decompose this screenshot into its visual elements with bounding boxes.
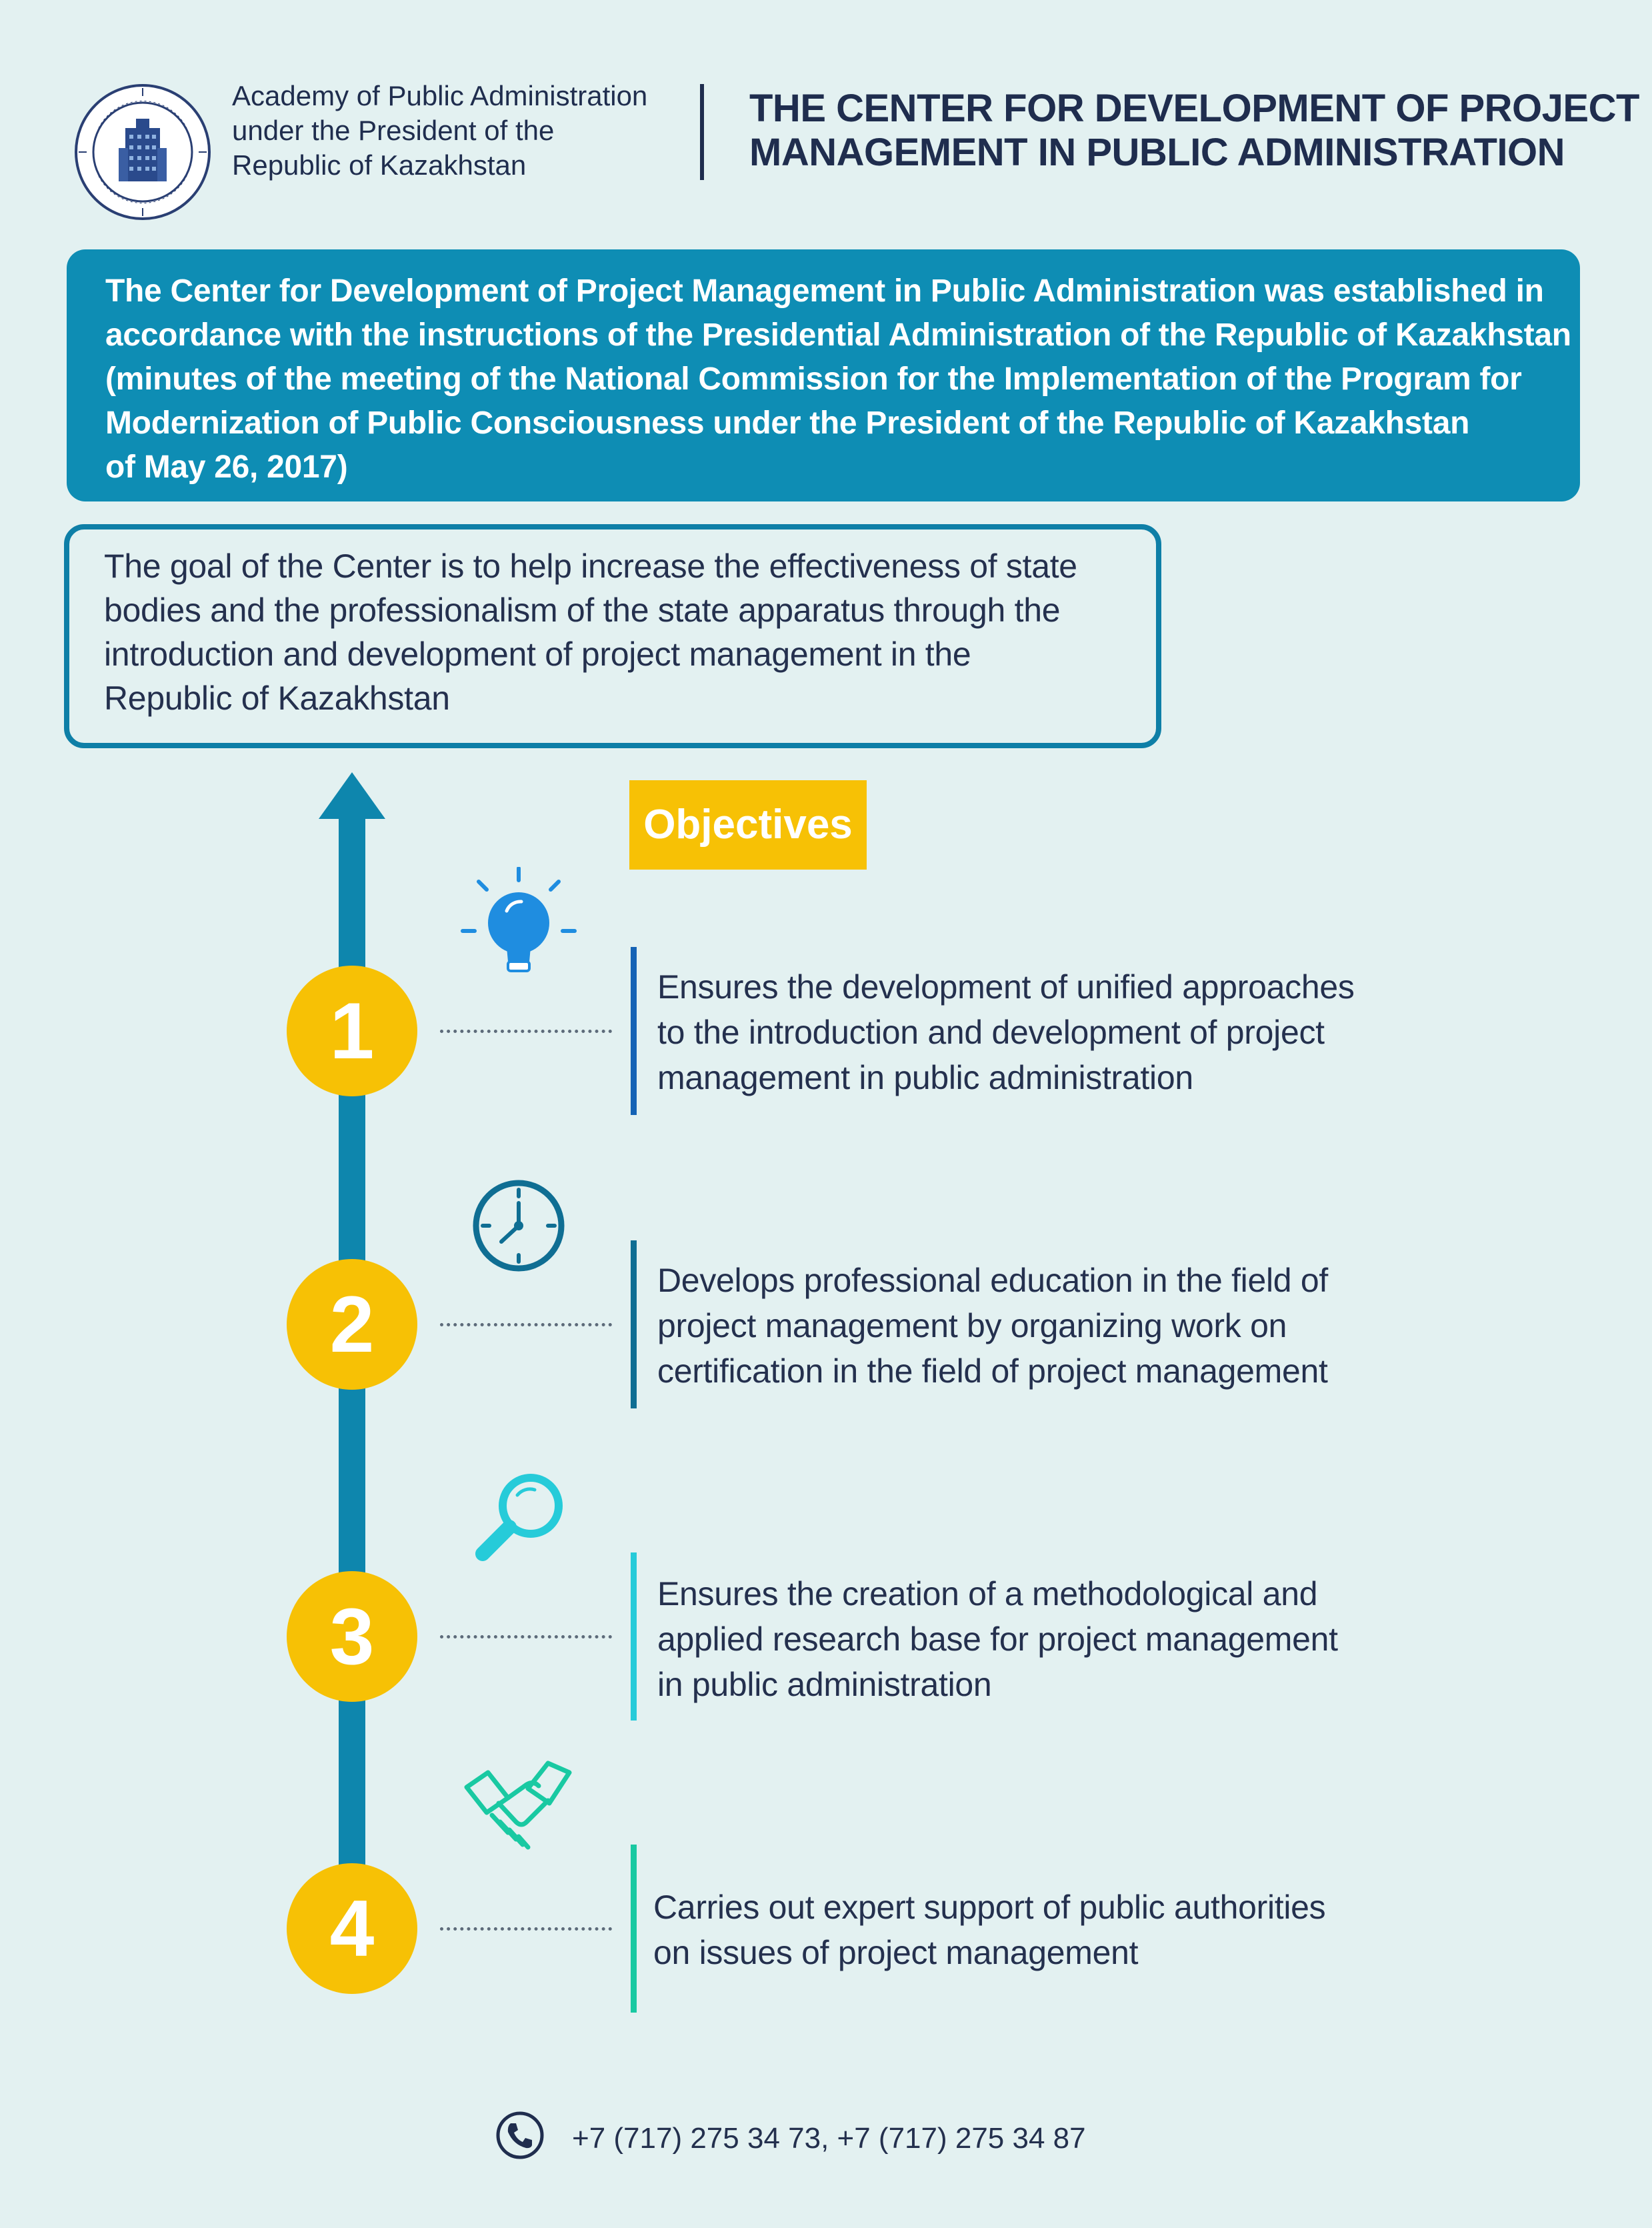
objective-line: on issues of project management [653,1934,1139,1971]
header-divider [700,84,704,180]
dotted-connector [440,1030,612,1033]
established-line: accordance with the instructions of the Presidential Administration of the Republic of Kazakhstan [105,317,1571,353]
objective-text [653,1885,1400,1975]
lightbulb-icon [460,867,580,990]
objective-line: to the introduction and development of project [657,1014,1325,1051]
phone-numbers: +7 (717) 275 34 73, +7 (717) 275 34 87 [572,2122,1086,2155]
objective-text [657,1258,1404,1394]
clock-icon [469,1176,568,1278]
established-line: The Center for Development of Project Management in Public Administration was established in [105,273,1544,309]
objective-accent-bar [631,1552,637,1721]
established-line: of May 26, 2017) [105,449,348,485]
objective-line: management in public administration [657,1059,1193,1096]
center-title [749,87,1639,175]
objective-line: applied research base for project management [657,1620,1338,1658]
objective-text [657,1571,1404,1707]
academy-name-line: Republic of Kazakhstan [232,149,527,181]
magnifier-icon [471,1467,571,1570]
dotted-connector [440,1927,612,1931]
objective-number: 4 [287,1863,417,1994]
academy-name-line: under the President of the [232,115,555,146]
goal-line: introduction and development of project management in the [104,636,971,673]
phone-icon [495,2110,545,2164]
objective-line: project management by organizing work on [657,1307,1287,1344]
objective-number: 3 [287,1571,417,1702]
academy-name-line: Academy of Public Administration [232,80,648,111]
handshake-icon [461,1761,575,1861]
objective-line: Carries out expert support of public authorities [653,1889,1326,1926]
objective-line: Develops professional education in the field of [657,1262,1328,1299]
goal-line: Republic of Kazakhstan [104,680,450,717]
objective-line: in public administration [657,1666,992,1703]
objective-accent-bar [631,1845,637,2013]
academy-logo [72,81,213,223]
academy-name [232,79,685,183]
goal-line: bodies and the professionalism of the state apparatus through the [104,592,1061,629]
dotted-connector [440,1635,612,1638]
center-title-line: MANAGEMENT IN PUBLIC ADMINISTRATION [749,131,1565,174]
goal-text [104,544,1144,720]
objectives-title: Objectives [629,780,867,870]
objective-number: 2 [287,1259,417,1390]
objective-accent-bar [631,947,637,1115]
established-line: (minutes of the meeting of the National Commission for the Implementation of the Program for [105,361,1522,397]
objective-text [657,964,1404,1100]
objective-line: certification in the field of project management [657,1352,1328,1390]
center-title-line: THE CENTER FOR DEVELOPMENT OF PROJECT [749,87,1639,130]
objective-accent-bar [631,1240,637,1408]
objective-line: Ensures the development of unified approaches [657,968,1355,1006]
objective-number: 1 [287,966,417,1096]
arrow-up-icon [319,772,385,822]
goal-line: The goal of the Center is to help increase the effectiveness of state [104,547,1077,585]
dotted-connector [440,1323,612,1326]
established-text [105,269,1571,489]
objective-line: Ensures the creation of a methodological and [657,1575,1318,1612]
established-line: Modernization of Public Consciousness under the President of the Republic of Kazakhstan [105,405,1470,441]
